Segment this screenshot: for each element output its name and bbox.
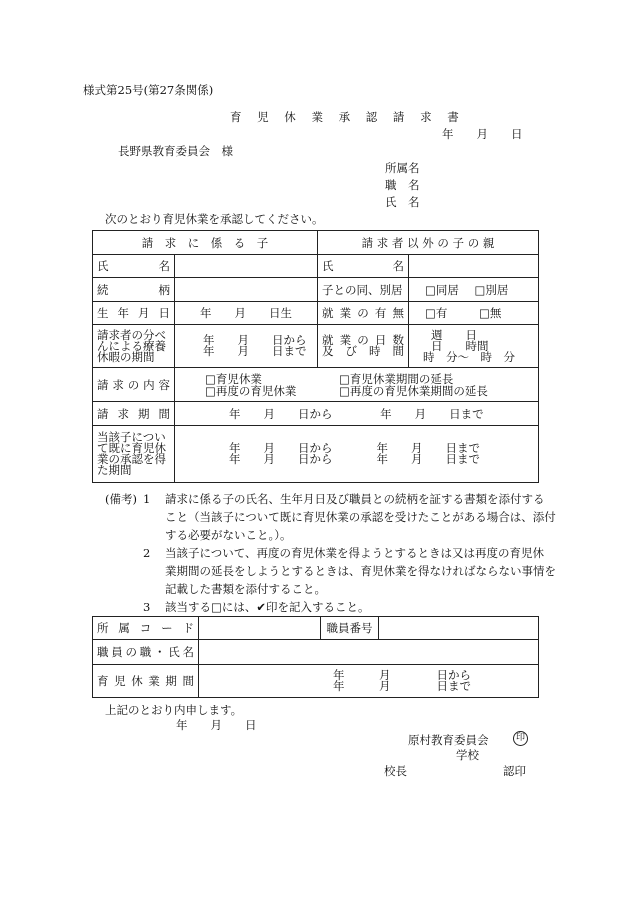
note2-line3: 記載した書類を添付すること。: [165, 582, 326, 596]
leave-period-label: 育児休業期間: [93, 665, 199, 698]
opt-extend-checkbox[interactable]: □育児休業期間の延長: [339, 371, 454, 386]
prior-leave-periods[interactable]: [175, 426, 539, 483]
request-table: [92, 230, 539, 483]
postnatal-label-line3: 休暇の期間: [97, 349, 155, 364]
work-days-label: [318, 325, 409, 368]
request-period-to: 年 月 日まで: [380, 406, 484, 421]
prior-leave-label: [93, 426, 175, 483]
staff-number-label: 職員番号: [321, 617, 379, 640]
cohabitation-options: [409, 278, 539, 302]
office-code-label: 所属コード: [93, 617, 199, 640]
prior-period2-from: 年 月 日から: [229, 452, 333, 466]
note2-line2: 業期間の延長をしようとするときは、育児休業を得なければならない事情を: [165, 564, 556, 578]
affiliation-label: 所属名: [385, 161, 420, 175]
postnatal-label-line2: んによる療養: [97, 338, 166, 353]
prior-period1-from: 年 月 日から: [229, 441, 333, 455]
school-label: 学校: [456, 748, 479, 762]
request-content-options: [175, 368, 539, 402]
prior-label-line1: 当該子につい: [97, 430, 166, 444]
opt-again-extend-checkbox[interactable]: □再度の育児休業期間の延長: [339, 383, 488, 398]
document-title: 育 児 休 業 承 認 請 求 書: [230, 110, 465, 124]
postnatal-from: 年 月 日から: [203, 333, 307, 347]
work-days-field[interactable]: [409, 325, 539, 368]
addressee: 長野県教育委員会 様: [118, 144, 233, 158]
birthdate-label: 生年月日: [93, 302, 175, 325]
leave-period-field[interactable]: [199, 665, 539, 698]
notes-label: (備考): [105, 492, 137, 506]
relationship-field[interactable]: [175, 278, 318, 302]
cohab-separate-checkbox[interactable]: □別居: [474, 282, 509, 297]
note3-line1: 該当する□には、✔印を記入すること。: [165, 600, 370, 614]
work-time: 時 分〜 時 分: [423, 349, 515, 364]
work-week: 週 日: [431, 327, 477, 342]
postnatal-to: 年 月 日まで: [203, 344, 307, 358]
staff-name-field[interactable]: [199, 640, 539, 665]
child-name-label: 氏名: [93, 255, 175, 278]
approval-seal-label: 認印: [503, 764, 526, 778]
opt-again-checkbox[interactable]: □再度の育児休業: [205, 383, 297, 398]
work-day-hours: 日 時間: [431, 338, 489, 353]
office-table: [92, 616, 539, 698]
parent-header: 請 求 者 以 外 の 子 の 親: [318, 231, 539, 255]
work-days-label-line2: 及び時間: [322, 344, 404, 358]
intro-text: 次のとおり育児休業を承認してください。: [105, 212, 324, 226]
principal-label: 校長: [384, 764, 407, 778]
seal-stamp-icon: 印: [513, 731, 528, 746]
note1-line3: する必要がないこと。）。: [165, 528, 292, 542]
child-name-field[interactable]: [175, 255, 318, 278]
parent-name-field[interactable]: [409, 255, 539, 278]
prior-label-line4: た期間: [97, 463, 132, 477]
notes-section: [105, 490, 556, 616]
employment-label: 就業の有無: [318, 302, 409, 325]
note1-number: 1: [143, 492, 151, 506]
request-period-field[interactable]: [175, 402, 539, 426]
position-label: 職 名: [385, 178, 420, 192]
child-header: 請 求 に 係 る 子: [93, 231, 318, 255]
postnatal-leave-period[interactable]: [175, 325, 318, 368]
cohab-same-checkbox[interactable]: □同居: [425, 282, 459, 297]
cohabitation-label: 子との同、別居: [318, 278, 409, 302]
employment-options: [409, 302, 539, 325]
leave-period-from: 年 月 日から: [333, 668, 471, 682]
opt-leave-checkbox[interactable]: □育児休業: [205, 371, 262, 386]
request-period-from: 年 月 日から: [229, 406, 333, 421]
parent-name-label: 氏名: [318, 255, 409, 278]
request-period-label: 請求期間: [93, 402, 175, 426]
birthdate-field[interactable]: 年 月 日生: [175, 302, 318, 325]
note3-number: 3: [143, 600, 151, 614]
prior-period2-to: 年 月 日まで: [376, 452, 480, 466]
submit-statement: 上記のとおり内申します。: [105, 703, 243, 717]
emp-no-checkbox[interactable]: □無: [479, 306, 502, 320]
note1-line1: 請求に係る子の氏名、生年月日及び職員との続柄を証する書類を添付する: [165, 492, 545, 506]
staff-name-label: 職員の職・氏名: [93, 640, 199, 665]
prior-period1-to: 年 月 日まで: [376, 441, 480, 455]
submit-date: 年 月 日: [176, 718, 257, 732]
form-number: 様式第25号(第27条関係): [83, 83, 214, 97]
name-label: 氏 名: [385, 195, 420, 209]
board-name: 原村教育委員会: [408, 733, 489, 747]
postnatal-label-line1: 請求者の分べ: [97, 327, 166, 342]
relationship-label: 続柄: [93, 278, 175, 302]
note2-line1: 当該子について、再度の育児休業を得ようとするときは又は再度の育児休: [165, 546, 545, 560]
office-code-field[interactable]: [199, 617, 321, 640]
note2-number: 2: [143, 546, 151, 560]
staff-number-field[interactable]: [379, 617, 539, 640]
prior-label-line3: 業の承認を得: [97, 452, 166, 466]
emp-yes-checkbox[interactable]: □有: [425, 306, 448, 320]
request-content-label: 請求の内容: [93, 368, 175, 402]
postnatal-leave-label: [93, 325, 175, 368]
date-line: 年 月 日: [442, 127, 523, 141]
prior-label-line2: て既に育児休: [97, 441, 166, 455]
work-days-label-line1: 就業の日数: [322, 333, 404, 347]
leave-period-to: 年 月 日まで: [333, 679, 471, 693]
note1-line2: こと（当該子について既に育児休業の承認を受けたことがある場合は、添付: [165, 510, 556, 524]
